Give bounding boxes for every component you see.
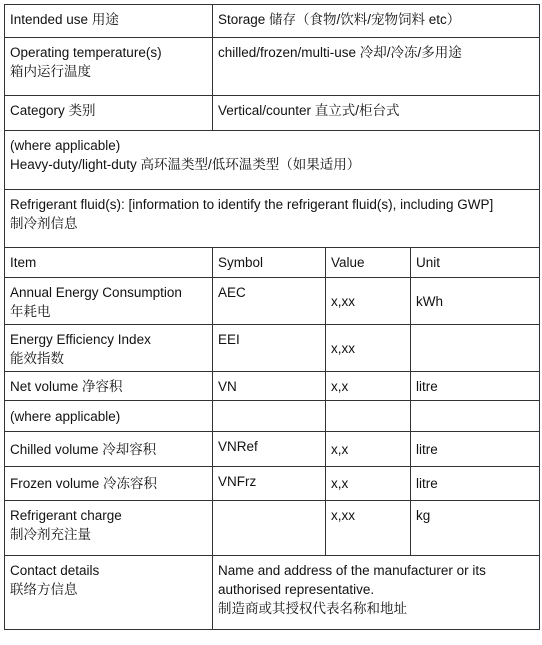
table-cell-value: x,x — [326, 432, 411, 467]
contact-row — [5, 556, 540, 630]
table-row — [5, 372, 540, 401]
refrigerant-fluid-row — [5, 190, 540, 248]
table-cell-unit: litre — [411, 432, 540, 467]
column-header-value: Value — [326, 248, 411, 278]
table-cell-unit: kWh — [411, 278, 540, 325]
category-label: Category 类别 — [5, 96, 213, 131]
contact-value: Name and address of the manufacturer or its authorised representative. 制造商或其授权代表名称和地址 — [213, 556, 540, 630]
table-cell-item: Energy Efficiency Index 能效指数 — [5, 325, 213, 372]
operating-temperature-label: Operating temperature(s) 箱内运行温度 — [5, 38, 213, 96]
table-cell-symbol — [213, 501, 326, 556]
category-row — [5, 96, 540, 131]
refrigerant-fluid-cell: Refrigerant fluid(s): [information to identify the refrigerant fluid(s), including GWP] 制冷剂信息 — [5, 190, 540, 248]
category-value: Vertical/counter 直立式/柜台式 — [213, 96, 540, 131]
intended-use-value: Storage 储存（食物/饮料/宠物饲料 etc） — [213, 5, 540, 38]
table-cell-unit: litre — [411, 372, 540, 401]
table-cell-symbol — [213, 401, 326, 432]
table-cell-value: x,xx — [326, 325, 411, 372]
table-cell-value — [326, 401, 411, 432]
table-row — [5, 501, 540, 556]
column-header-item: Item — [5, 248, 213, 278]
table-row — [5, 325, 540, 372]
table-row — [5, 467, 540, 501]
table-cell-item: Frozen volume 冷冻容积 — [5, 467, 213, 501]
table-cell-value: x,x — [326, 372, 411, 401]
table-row — [5, 401, 540, 432]
table-row — [5, 278, 540, 325]
intended-use-label: Intended use 用途 — [5, 5, 213, 38]
duty-cell: (where applicable) Heavy-duty/light-duty 高环温类型/低环温类型（如果适用） — [5, 131, 540, 190]
table-cell-unit — [411, 401, 540, 432]
operating-temperature-row — [5, 38, 540, 96]
column-header-unit: Unit — [411, 248, 540, 278]
table-cell-value: x,xx — [326, 501, 411, 556]
table-cell-unit: litre — [411, 467, 540, 501]
table-row — [5, 432, 540, 467]
table-cell-symbol: AEC — [213, 278, 326, 325]
product-information-table — [4, 4, 540, 630]
table-cell-item: Chilled volume 冷却容积 — [5, 432, 213, 467]
table-cell-item: Net volume 净容积 — [5, 372, 213, 401]
operating-temperature-value: chilled/frozen/multi-use 冷却/冷冻/多用途 — [213, 38, 540, 96]
table-cell-value: x,x — [326, 467, 411, 501]
table-cell-item: Annual Energy Consumption 年耗电 — [5, 278, 213, 325]
table-cell-item: (where applicable) — [5, 401, 213, 432]
table-cell-unit — [411, 325, 540, 372]
duty-row — [5, 131, 540, 190]
table-cell-symbol: EEI — [213, 325, 326, 372]
table-cell-symbol: VNFrz — [213, 467, 326, 501]
table-cell-symbol: VN — [213, 372, 326, 401]
table-header-row — [5, 248, 540, 278]
table-cell-value: x,xx — [326, 278, 411, 325]
table-cell-unit: kg — [411, 501, 540, 556]
table-cell-symbol: VNRef — [213, 432, 326, 467]
column-header-symbol: Symbol — [213, 248, 326, 278]
contact-label: Contact details 联络方信息 — [5, 556, 213, 630]
table-cell-item: Refrigerant charge 制冷剂充注量 — [5, 501, 213, 556]
intended-use-row — [5, 5, 540, 38]
